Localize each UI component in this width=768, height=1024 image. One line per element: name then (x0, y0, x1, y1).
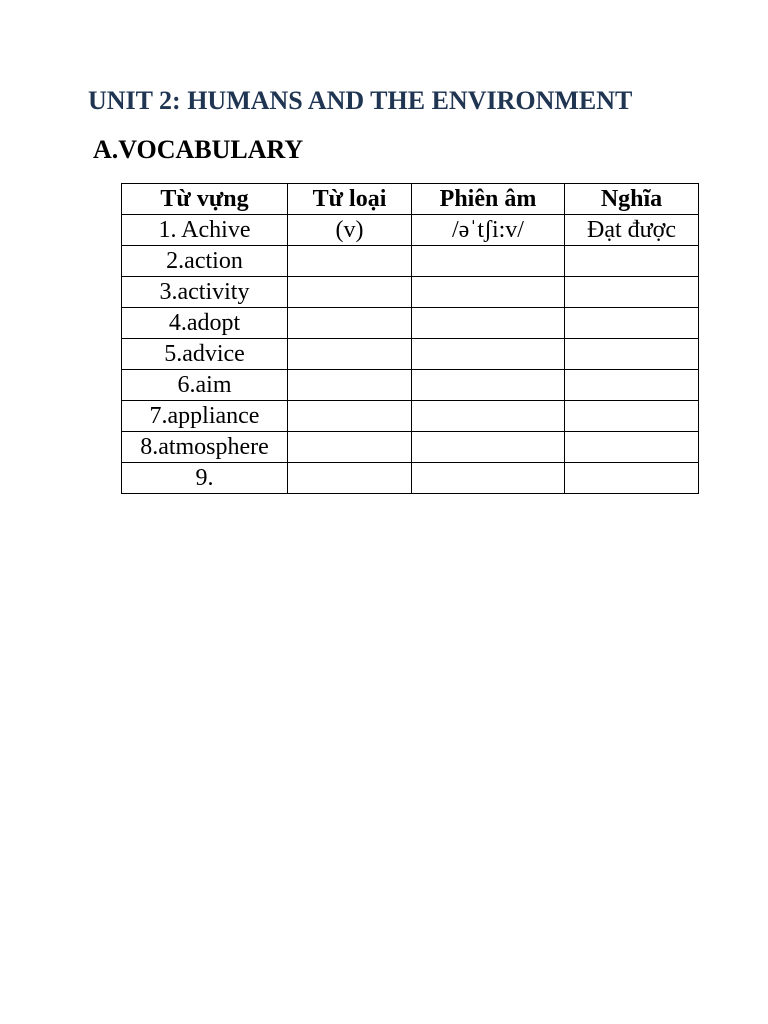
cell-word-type (288, 246, 412, 277)
cell-word-type (288, 370, 412, 401)
cell-word-type (288, 432, 412, 463)
cell-meaning (565, 370, 699, 401)
cell-meaning (565, 277, 699, 308)
cell-word: 2.action (122, 246, 288, 277)
cell-word: 5.advice (122, 339, 288, 370)
table-row (122, 215, 699, 246)
header-word: Từ vựng (122, 184, 288, 215)
cell-word: 8.atmosphere (122, 432, 288, 463)
cell-pronunciation (412, 339, 565, 370)
cell-pronunciation: /əˈtʃi:v/ (412, 215, 565, 246)
cell-word-type (288, 339, 412, 370)
cell-meaning (565, 246, 699, 277)
header-pronunciation: Phiên âm (412, 184, 565, 215)
section-heading: A.VOCABULARY (93, 135, 304, 164)
cell-word-type (288, 463, 412, 494)
cell-pronunciation (412, 246, 565, 277)
table-row (122, 339, 699, 370)
table-row (122, 432, 699, 463)
cell-meaning (565, 401, 699, 432)
header-meaning: Nghĩa (565, 184, 699, 215)
cell-pronunciation (412, 370, 565, 401)
cell-pronunciation (412, 401, 565, 432)
cell-pronunciation (412, 277, 565, 308)
cell-meaning (565, 432, 699, 463)
cell-word: 3.activity (122, 277, 288, 308)
cell-word-type: (v) (288, 215, 412, 246)
cell-meaning (565, 339, 699, 370)
cell-word: 7.appliance (122, 401, 288, 432)
header-word-type: Từ loại (288, 184, 412, 215)
cell-word-type (288, 308, 412, 339)
cell-meaning (565, 308, 699, 339)
cell-word: 9. (122, 463, 288, 494)
vocabulary-table (121, 183, 699, 494)
table-row (122, 370, 699, 401)
cell-word: 6.aim (122, 370, 288, 401)
cell-meaning: Đạt được (565, 215, 699, 246)
table-header-row (122, 184, 699, 215)
cell-pronunciation (412, 463, 565, 494)
table-row (122, 246, 699, 277)
cell-pronunciation (412, 432, 565, 463)
table-row (122, 401, 699, 432)
table-row (122, 277, 699, 308)
cell-meaning (565, 463, 699, 494)
cell-word-type (288, 277, 412, 308)
cell-word: 4.adopt (122, 308, 288, 339)
cell-word-type (288, 401, 412, 432)
cell-pronunciation (412, 308, 565, 339)
table-row (122, 463, 699, 494)
unit-title: UNIT 2: HUMANS AND THE ENVIRONMENT (88, 86, 633, 115)
cell-word: 1. Achive (122, 215, 288, 246)
table-row (122, 308, 699, 339)
